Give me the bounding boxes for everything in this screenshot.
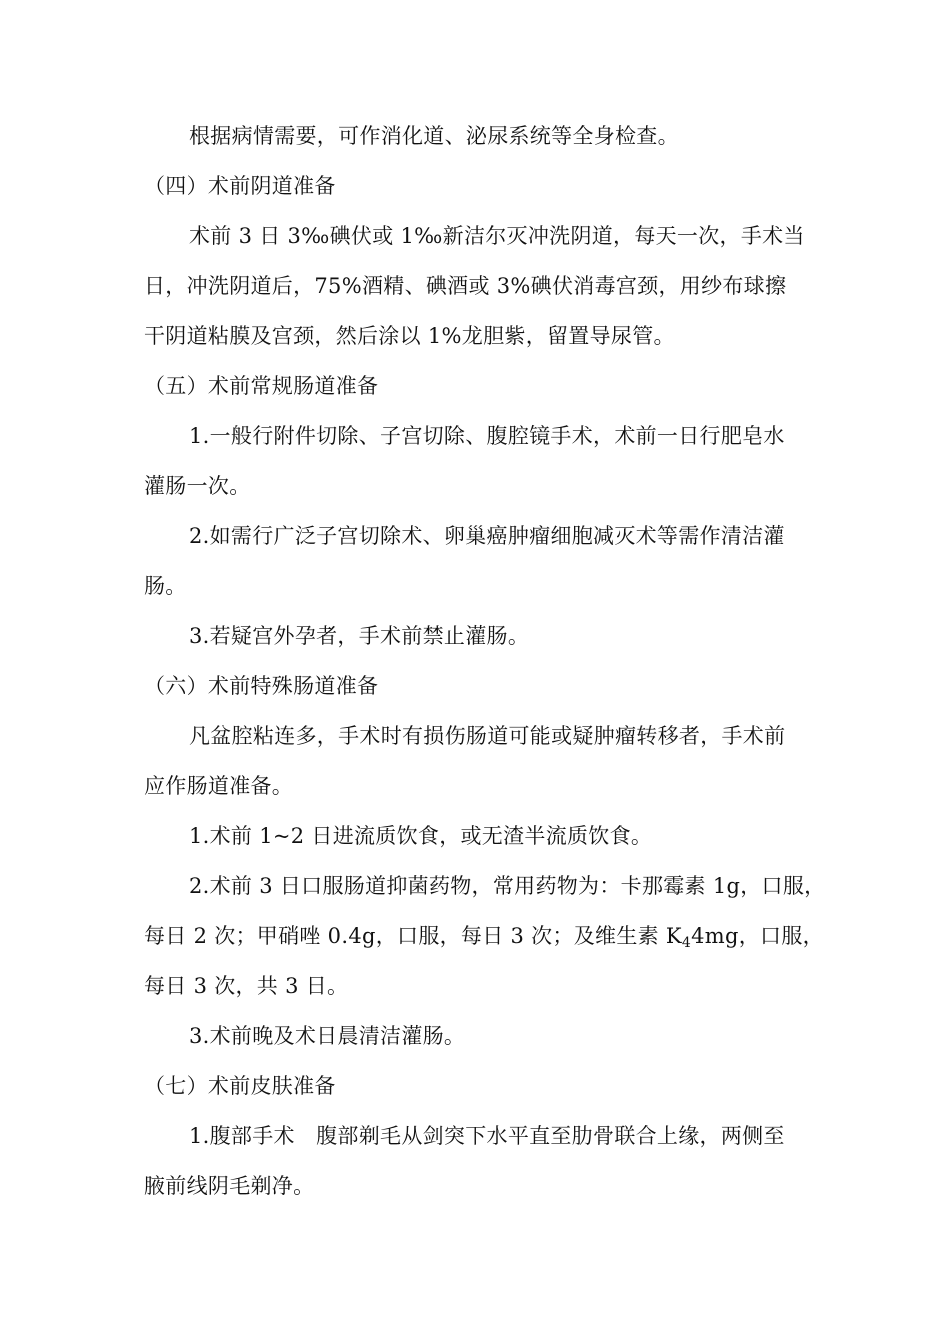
paragraph-special-2-line-3: 每日 3 次，共 3 日。 <box>144 974 349 998</box>
paragraph-special-line-2: 应作肠道准备。 <box>144 774 294 798</box>
heading-special-bowel-prep: （六）术前特殊肠道准备 <box>144 674 379 698</box>
paragraph-special-2-line-2 <box>0 921 950 951</box>
paragraph-vaginal-line-3: 干阴道粘膜及宫颈，然后涂以 1%龙胆紫，留置导尿管。 <box>144 324 675 348</box>
paragraph-special-1: 1.术前 1~2 日进流质饮食，或无渣半流质饮食。 <box>189 824 653 848</box>
heading-skin-prep: （七）术前皮肤准备 <box>144 1074 336 1098</box>
paragraph-special-2-line-1: 2.术前 3 日口服肠道抑菌药物，常用药物为：卡那霉素 1g，口服， <box>189 874 826 898</box>
text-segment: 每日 2 次；甲硝唑 0.4g，口服，每日 3 次；及维生素 K <box>144 924 682 948</box>
paragraph-special-line-1: 凡盆腔粘连多，手术时有损伤肠道可能或疑肿瘤转移者，手术前 <box>189 724 786 748</box>
paragraph-routine-1-line-2: 灌肠一次。 <box>144 474 251 498</box>
paragraph-special-3: 3.术前晚及术日晨清洁灌肠。 <box>189 1024 466 1048</box>
paragraph-vaginal-line-2: 日，冲洗阴道后，75%酒精、碘酒或 3%碘伏消毒宫颈，用纱布球擦 <box>144 274 787 298</box>
paragraph-exam: 根据病情需要，可作消化道、泌尿系统等全身检查。 <box>189 124 679 148</box>
heading-vaginal-prep: （四）术前阴道准备 <box>144 174 336 198</box>
paragraph-vaginal-line-1: 术前 3 日 3‰碘伏或 1‰新洁尔灭冲洗阴道，每天一次，手术当 <box>189 224 805 248</box>
paragraph-routine-1-line-1: 1.一般行附件切除、子宫切除、腹腔镜手术，术前一日行肥皂水 <box>189 424 785 448</box>
heading-routine-bowel-prep: （五）术前常规肠道准备 <box>144 374 379 398</box>
paragraph-skin-1-line-2: 腋前线阴毛剃净。 <box>144 1174 315 1198</box>
paragraph-routine-2-line-1: 2.如需行广泛子宫切除术、卵巢癌肿瘤细胞减灭术等需作清洁灌 <box>189 524 785 548</box>
paragraph-routine-2-line-2: 肠。 <box>144 574 187 598</box>
subscript: 4 <box>681 935 692 951</box>
paragraph-skin-1-line-1: 1.腹部手术 腹部剃毛从剑突下水平直至肋骨联合上缘，两侧至 <box>189 1124 785 1148</box>
text-segment: 4mg，口服， <box>691 924 824 948</box>
paragraph-routine-3: 3.若疑宫外孕者，手术前禁止灌肠。 <box>189 624 530 648</box>
